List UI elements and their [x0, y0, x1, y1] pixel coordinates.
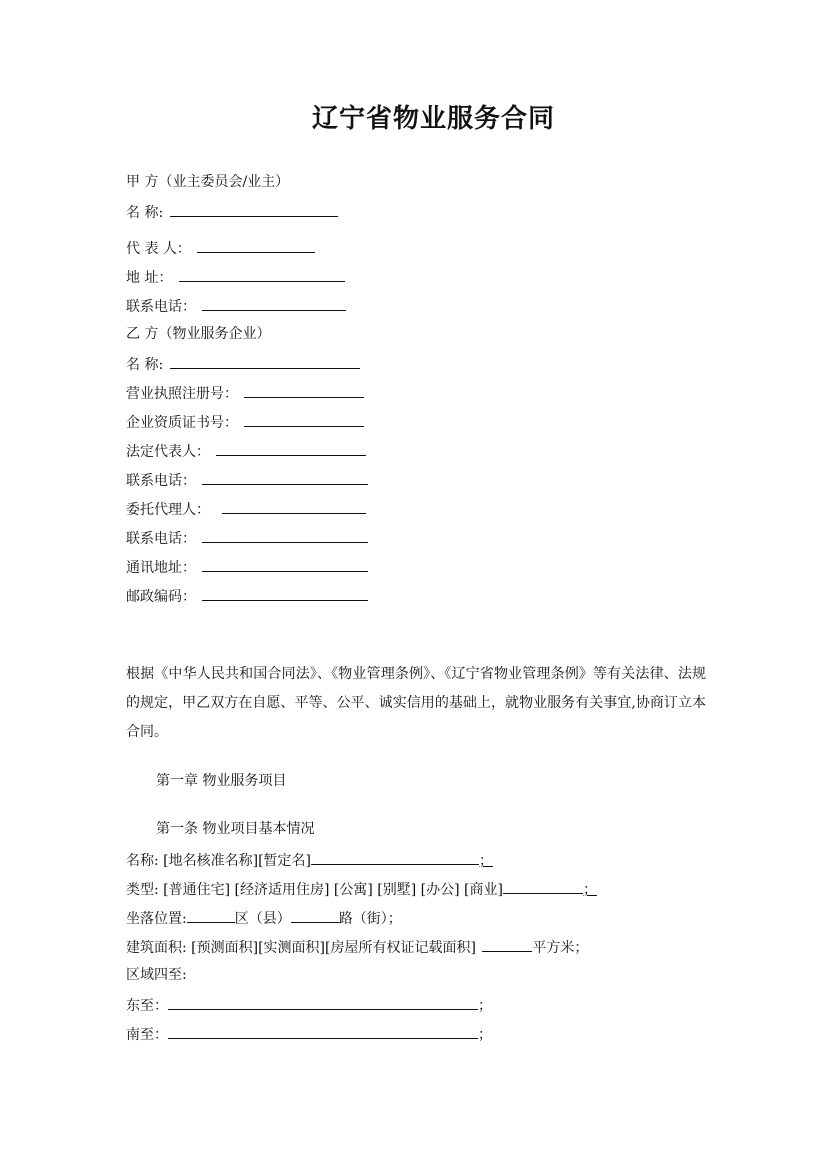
party-b-agent-phone-row	[126, 527, 368, 549]
boundary-east-label: 东至：	[126, 998, 168, 1014]
party-b-postcode-row	[126, 585, 368, 607]
party-b-heading: 乙 方（物业服务企业）	[126, 326, 271, 342]
project-type-row	[126, 878, 597, 900]
project-area-row	[126, 936, 588, 958]
party-b-license-blank[interactable]	[244, 382, 364, 398]
party-a-heading: 甲 方（业主委员会/业主）	[126, 174, 290, 190]
preamble-paragraph: 根据《中华人民共和国合同法》、《物业管理条例》、《辽宁省物业管理条例》等有关法律、法规的规定，甲乙双方在自愿、平等、公平、诚实信用的基础上，就物业服务有关事宜,协商订立本合同。	[126, 666, 706, 740]
party-b-name-row	[126, 353, 360, 375]
boundary-south-end: ；	[478, 1027, 492, 1043]
party-a-phone-blank[interactable]	[202, 295, 346, 311]
party-b-legal-rep-row	[126, 440, 366, 462]
chapter-heading: 第一章 物业服务项目	[156, 773, 287, 789]
party-a-rep-row	[126, 237, 315, 259]
project-name-row	[126, 849, 493, 871]
party-a-phone-label: 联系电话：	[126, 299, 196, 315]
party-a-address-label: 地 址：	[126, 270, 173, 286]
boundary-south-blank[interactable]	[168, 1023, 478, 1039]
party-b-address-blank[interactable]	[202, 556, 368, 572]
project-type-label: 类型: [普通住宅] [经济适用住房] [公寓] [别墅] [办公] [商业]	[126, 882, 503, 898]
location-district-blank[interactable]	[187, 907, 235, 923]
article-heading: 第一条 物业项目基本情况	[156, 821, 315, 837]
location-district-label: 区（县）	[234, 911, 291, 927]
party-b-agent-phone-label: 联系电话：	[126, 531, 196, 547]
party-b-legal-rep-blank[interactable]	[216, 440, 366, 456]
party-b-agent-row	[126, 498, 366, 520]
project-type-blank[interactable]	[503, 878, 583, 894]
party-b-legal-rep-label: 法定代表人：	[126, 444, 210, 460]
party-a-phone-row	[126, 295, 346, 317]
party-b-license-row	[126, 382, 364, 404]
project-name-blank[interactable]	[311, 849, 479, 865]
project-name-label: 名称: [地名核准名称][暂定名]	[126, 853, 312, 869]
project-name-end: ；	[479, 853, 494, 869]
boundary-south-label: 南至：	[126, 1027, 168, 1043]
boundary-east-end: ；	[478, 998, 492, 1014]
party-b-agent-blank[interactable]	[222, 498, 366, 514]
project-area-blank[interactable]	[482, 936, 532, 952]
party-a-name-label: 名 称:	[126, 205, 164, 221]
party-b-postcode-blank[interactable]	[202, 585, 368, 601]
party-b-license-label: 营业执照注册号：	[126, 386, 238, 402]
project-area-label: 建筑面积: [预测面积][实测面积][房屋所有权证记载面积]	[126, 940, 476, 956]
party-b-phone-blank[interactable]	[202, 469, 368, 485]
party-b-address-label: 通讯地址：	[126, 560, 196, 576]
location-road-label: 路（街）；	[338, 911, 402, 927]
party-a-rep-label: 代 表 人：	[126, 241, 191, 257]
party-b-agent-phone-blank[interactable]	[202, 527, 368, 543]
party-b-qualification-label: 企业资质证书号：	[126, 415, 238, 431]
party-a-address-blank[interactable]	[179, 266, 345, 282]
boundary-east-row	[126, 994, 492, 1016]
document-title: 辽宁省物业服务合同	[311, 104, 555, 134]
party-a-name-row	[126, 201, 338, 223]
location-prefix: 坐落位置:	[126, 911, 187, 927]
party-b-name-label: 名 称:	[126, 357, 164, 373]
location-road-blank[interactable]	[291, 907, 339, 923]
project-type-end: ；	[582, 882, 597, 898]
project-boundaries-label: 区域四至:	[126, 967, 187, 983]
party-a-name-blank[interactable]	[170, 201, 338, 217]
party-a-address-row	[126, 266, 345, 288]
project-location-row	[126, 907, 402, 929]
party-b-postcode-label: 邮政编码：	[126, 589, 196, 605]
party-b-address-row	[126, 556, 368, 578]
boundary-south-row	[126, 1023, 492, 1045]
party-b-name-blank[interactable]	[170, 353, 360, 369]
party-b-agent-label: 委托代理人：	[126, 502, 210, 518]
party-b-phone-label: 联系电话：	[126, 473, 196, 489]
party-b-qualification-blank[interactable]	[244, 411, 364, 427]
party-b-qualification-row	[126, 411, 364, 433]
party-a-rep-blank[interactable]	[197, 237, 315, 253]
project-area-unit: 平方米；	[532, 940, 589, 956]
boundary-east-blank[interactable]	[168, 994, 478, 1010]
party-b-phone-row	[126, 469, 368, 491]
